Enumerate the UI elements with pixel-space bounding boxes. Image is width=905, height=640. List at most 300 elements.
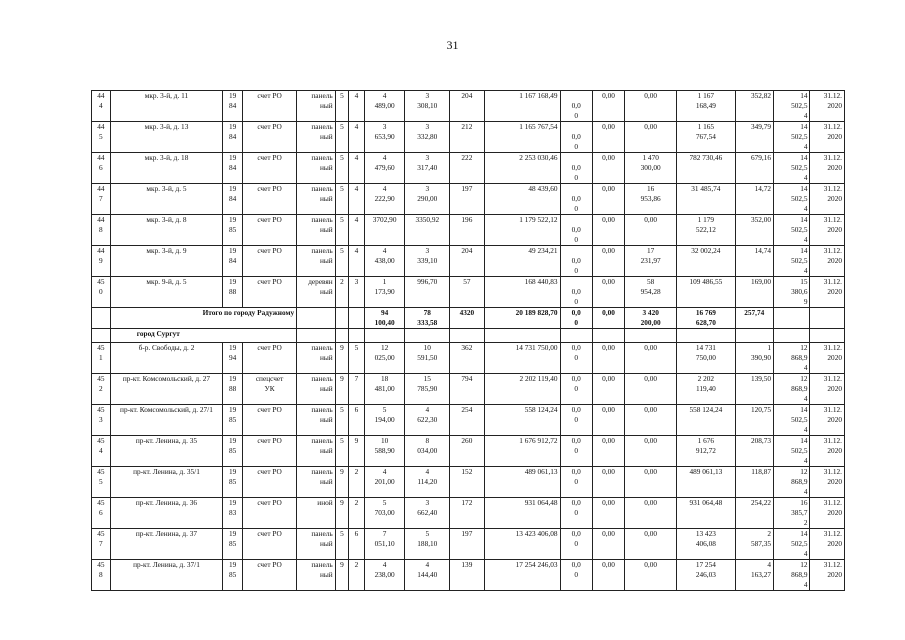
cell-col15: 1 390,90 xyxy=(735,343,774,374)
cell-living-area: 3 662,40 xyxy=(405,498,450,529)
cell-row-number: 44 5 xyxy=(92,122,111,153)
cell-residents: 260 xyxy=(450,436,484,467)
cell-fund-method: счет РО xyxy=(242,91,296,122)
cell-residents: 254 xyxy=(450,405,484,436)
cell-col16: 12 868,9 4 xyxy=(774,560,810,591)
cell-build-year: 19 85 xyxy=(223,529,243,560)
cell-col11: 0,0 0 xyxy=(560,498,592,529)
cell-row-number: 45 4 xyxy=(92,436,111,467)
cell-col16: 14 502,5 4 xyxy=(774,405,810,436)
cell-col14: 1 167 168,49 xyxy=(677,91,735,122)
cell-wall-material: панель ный xyxy=(297,153,336,184)
cell-col15: 352,00 xyxy=(735,215,774,246)
cell-col11: 0,0 0 xyxy=(560,560,592,591)
cell-living-area: 10 591,50 xyxy=(405,343,450,374)
cell-deadline-date: 31.12. 2020 xyxy=(810,184,845,215)
cell-wall-material: панель ный xyxy=(297,215,336,246)
cell-col13: 0,00 xyxy=(625,91,677,122)
cell-row-number: 44 7 xyxy=(92,184,111,215)
cell-entrances: 4 xyxy=(349,215,365,246)
cell-col14: 1 676 912,72 xyxy=(677,436,735,467)
cell-entrances: 4 xyxy=(349,246,365,277)
city-total-row xyxy=(92,308,845,329)
cell-fund-method: спецсчет УК xyxy=(242,374,296,405)
cell-col12: 0,00 xyxy=(592,122,624,153)
cell-fund-method: счет РО xyxy=(242,436,296,467)
cell-col15: 2 587,35 xyxy=(735,529,774,560)
cell-address: пр-кт. Ленина, д. 35/1 xyxy=(110,467,222,498)
cell-floors: 9 xyxy=(335,343,349,374)
cell-total-cost: 558 124,24 xyxy=(484,405,560,436)
cell-total-area: 4 238,00 xyxy=(364,560,405,591)
cell-address: пр-кт. Комсомольский, д. 27/1 xyxy=(110,405,222,436)
cell-deadline-date: 31.12. 2020 xyxy=(810,467,845,498)
cell-address: мкр. 3-й, д. 9 xyxy=(110,246,222,277)
total-col11: 0,0 0 xyxy=(560,308,592,329)
cell-col15: 14,72 xyxy=(735,184,774,215)
cell-col16: 15 380,6 9 xyxy=(774,277,810,308)
cell-col14: 13 423 406,08 xyxy=(677,529,735,560)
table-row xyxy=(92,215,845,246)
cell-col16: 12 868,9 4 xyxy=(774,467,810,498)
cell-row-number: 44 6 xyxy=(92,153,111,184)
cell-row-number: 45 0 xyxy=(92,277,111,308)
cell-col16: 12 868,9 4 xyxy=(774,374,810,405)
total-col15: 257,74 xyxy=(735,308,774,329)
cell-floors: 5 xyxy=(335,153,349,184)
cell-floors: 5 xyxy=(335,436,349,467)
cell-residents: 362 xyxy=(450,343,484,374)
total-col14: 16 769 628,70 xyxy=(677,308,735,329)
cell-living-area: 5 188,10 xyxy=(405,529,450,560)
cell-floors: 5 xyxy=(335,184,349,215)
cell-address: мкр. 3-й, д. 5 xyxy=(110,184,222,215)
cell-deadline-date: 31.12. 2020 xyxy=(810,343,845,374)
cell-fund-method: счет РО xyxy=(242,153,296,184)
cell-fund-method: счет РО xyxy=(242,184,296,215)
cell-wall-material: панель ный xyxy=(297,560,336,591)
table-row xyxy=(92,498,845,529)
cell-col13: 0,00 xyxy=(625,122,677,153)
cell-living-area: 3 332,80 xyxy=(405,122,450,153)
cell-floors: 9 xyxy=(335,467,349,498)
table-row xyxy=(92,153,845,184)
cell-col15: 254,22 xyxy=(735,498,774,529)
cell-build-year: 19 88 xyxy=(223,374,243,405)
table-row xyxy=(92,246,845,277)
cell-floors: 5 xyxy=(335,246,349,277)
cell-total-area: 4 201,00 xyxy=(364,467,405,498)
cell-col14: 1 179 522,12 xyxy=(677,215,735,246)
total-area: 94 100,40 xyxy=(364,308,405,329)
cell-col12: 0,00 xyxy=(592,374,624,405)
cell-col14: 31 485,74 xyxy=(677,184,735,215)
cell-address: пр-кт. Ленина, д. 37/1 xyxy=(110,560,222,591)
table-row xyxy=(92,405,845,436)
cell-build-year: 19 84 xyxy=(223,184,243,215)
cell-col14: 931 064,48 xyxy=(677,498,735,529)
cell-residents: 222 xyxy=(450,153,484,184)
cell-col15: 679,16 xyxy=(735,153,774,184)
cell-build-year: 19 85 xyxy=(223,405,243,436)
cell-deadline-date: 31.12. 2020 xyxy=(810,91,845,122)
cell-wall-material: панель ный xyxy=(297,246,336,277)
cell-total-cost: 1 179 522,12 xyxy=(484,215,560,246)
city-header-row xyxy=(92,329,845,343)
cell-living-area: 4 144,40 xyxy=(405,560,450,591)
cell-entrances: 4 xyxy=(349,122,365,153)
table-row xyxy=(92,529,845,560)
cell-total-cost: 1 676 912,72 xyxy=(484,436,560,467)
cell-col13: 0,00 xyxy=(625,467,677,498)
cell-col16: 14 502,5 4 xyxy=(774,184,810,215)
page-number: 31 xyxy=(446,38,459,52)
cell-total-cost: 1 167 168,49 xyxy=(484,91,560,122)
cell-col15: 118,87 xyxy=(735,467,774,498)
cell-col12: 0,00 xyxy=(592,184,624,215)
cell-wall-material: панель ный xyxy=(297,374,336,405)
cell-deadline-date: 31.12. 2020 xyxy=(810,405,845,436)
cell-col13: 0,00 xyxy=(625,560,677,591)
total-label: Итого по городу Радужному xyxy=(110,308,296,329)
cell-build-year: 19 88 xyxy=(223,277,243,308)
cell-row-number: 45 1 xyxy=(92,343,111,374)
cell-wall-material: панель ный xyxy=(297,436,336,467)
cell-total-area: 4 438,00 xyxy=(364,246,405,277)
cell-floors: 9 xyxy=(335,560,349,591)
cell-col13: 0,00 xyxy=(625,343,677,374)
cell-residents: 196 xyxy=(450,215,484,246)
cell-col12: 0,00 xyxy=(592,153,624,184)
cell-deadline-date: 31.12. 2020 xyxy=(810,529,845,560)
cell-deadline-date: 31.12. 2020 xyxy=(810,374,845,405)
cell-col12: 0,00 xyxy=(592,277,624,308)
cell-floors: 2 xyxy=(335,277,349,308)
table-row xyxy=(92,343,845,374)
cell-living-area: 4 622,30 xyxy=(405,405,450,436)
cell-col14: 109 486,55 xyxy=(677,277,735,308)
cell-col12: 0,00 xyxy=(592,498,624,529)
cell-col11: 0,0 0 xyxy=(560,405,592,436)
cell-row-number: 45 3 xyxy=(92,405,111,436)
cell-col13: 0,00 xyxy=(625,498,677,529)
cell-floors: 5 xyxy=(335,405,349,436)
cell-wall-material: панель ный xyxy=(297,184,336,215)
cell-col12: 0,00 xyxy=(592,246,624,277)
cell-build-year: 19 85 xyxy=(223,436,243,467)
cell-entrances: 6 xyxy=(349,529,365,560)
cell-floors: 9 xyxy=(335,498,349,529)
cell-fund-method: счет РО xyxy=(242,246,296,277)
cell-col12: 0,00 xyxy=(592,529,624,560)
cell-col13: 16 953,86 xyxy=(625,184,677,215)
cell-wall-material: деревян ный xyxy=(297,277,336,308)
cell-total-cost: 489 061,13 xyxy=(484,467,560,498)
cell-entrances: 2 xyxy=(349,560,365,591)
cell-col12: 0,00 xyxy=(592,560,624,591)
cell-build-year: 19 94 xyxy=(223,343,243,374)
cell-total-area: 10 588,90 xyxy=(364,436,405,467)
cell-total-area: 3702,90 xyxy=(364,215,405,246)
cell-col14: 2 202 119,40 xyxy=(677,374,735,405)
table-row xyxy=(92,122,845,153)
cell-residents: 139 xyxy=(450,560,484,591)
cell-residents: 204 xyxy=(450,246,484,277)
cell-col14: 782 730,46 xyxy=(677,153,735,184)
cell-row-number: 45 6 xyxy=(92,498,111,529)
table-row xyxy=(92,277,845,308)
cell-total-area: 5 194,00 xyxy=(364,405,405,436)
cell-col14: 1 165 767,54 xyxy=(677,122,735,153)
cell-living-area: 3 317,40 xyxy=(405,153,450,184)
cell-total-cost: 931 064,48 xyxy=(484,498,560,529)
cell-address: мкр. 3-й, д. 8 xyxy=(110,215,222,246)
cell-col11: 0,0 0 xyxy=(560,153,592,184)
cell-deadline-date: 31.12. 2020 xyxy=(810,498,845,529)
cell-fund-method: счет РО xyxy=(242,467,296,498)
cell-address: пр-кт. Комсомольский, д. 27 xyxy=(110,374,222,405)
cell-col14: 558 124,24 xyxy=(677,405,735,436)
cell-entrances: 2 xyxy=(349,498,365,529)
cell-deadline-date: 31.12. 2020 xyxy=(810,153,845,184)
cell-col13: 0,00 xyxy=(625,374,677,405)
cell-col15: 349,79 xyxy=(735,122,774,153)
table-row xyxy=(92,184,845,215)
cell-address: мкр. 9-й, д. 5 xyxy=(110,277,222,308)
cell-col15: 169,00 xyxy=(735,277,774,308)
cell-total-area: 4 222,90 xyxy=(364,184,405,215)
cell-residents: 152 xyxy=(450,467,484,498)
cell-address: б-р. Свободы, д. 2 xyxy=(110,343,222,374)
cell-total-area: 4 489,00 xyxy=(364,91,405,122)
cell-col16: 14 502,5 4 xyxy=(774,215,810,246)
cell-col12: 0,00 xyxy=(592,405,624,436)
cell-build-year: 19 85 xyxy=(223,467,243,498)
cell-living-area: 8 034,00 xyxy=(405,436,450,467)
cell-col14: 14 731 750,00 xyxy=(677,343,735,374)
cell-row-number: 44 8 xyxy=(92,215,111,246)
cell-living-area: 3 290,00 xyxy=(405,184,450,215)
cell-fund-method: счет РО xyxy=(242,277,296,308)
cell-col15: 120,75 xyxy=(735,405,774,436)
cell-row-number: 45 7 xyxy=(92,529,111,560)
total-cost: 20 189 828,70 xyxy=(484,308,560,329)
cell-col11: 0,0 0 xyxy=(560,343,592,374)
cell-entrances: 4 xyxy=(349,153,365,184)
cell-floors: 5 xyxy=(335,91,349,122)
total-col12: 0,00 xyxy=(592,308,624,329)
cell-fund-method: счет РО xyxy=(242,215,296,246)
cell-residents: 197 xyxy=(450,529,484,560)
cell-col11: 0,0 0 xyxy=(560,277,592,308)
cell-wall-material: панель ный xyxy=(297,467,336,498)
city-name: город Сургут xyxy=(110,329,296,343)
cell-col11: 0,0 0 xyxy=(560,122,592,153)
cell-address: пр-кт. Ленина, д. 35 xyxy=(110,436,222,467)
cell-deadline-date: 31.12. 2020 xyxy=(810,277,845,308)
cell-col16: 12 868,9 4 xyxy=(774,343,810,374)
cell-fund-method: счет РО xyxy=(242,498,296,529)
cell-total-area: 7 051,10 xyxy=(364,529,405,560)
cell-row-number: 44 9 xyxy=(92,246,111,277)
cell-floors: 9 xyxy=(335,374,349,405)
cell-build-year: 19 85 xyxy=(223,560,243,591)
cell-wall-material: панель ный xyxy=(297,529,336,560)
cell-address: мкр. 3-й, д. 13 xyxy=(110,122,222,153)
cell-address: мкр. 3-й, д. 11 xyxy=(110,91,222,122)
cell-col13: 0,00 xyxy=(625,405,677,436)
cell-col16: 14 502,5 4 xyxy=(774,91,810,122)
cell-col15: 4 163,27 xyxy=(735,560,774,591)
cell-col13: 58 954,28 xyxy=(625,277,677,308)
cell-col11: 0,0 0 xyxy=(560,374,592,405)
cell-total-area: 12 025,00 xyxy=(364,343,405,374)
cell-total-cost: 168 440,83 xyxy=(484,277,560,308)
cell-build-year: 19 84 xyxy=(223,246,243,277)
cell-deadline-date: 31.12. 2020 xyxy=(810,215,845,246)
cell-residents: 794 xyxy=(450,374,484,405)
cell-col13: 0,00 xyxy=(625,436,677,467)
cell-living-area: 4 114,20 xyxy=(405,467,450,498)
cell-fund-method: счет РО xyxy=(242,405,296,436)
cell-col12: 0,00 xyxy=(592,343,624,374)
cell-floors: 5 xyxy=(335,529,349,560)
cell-wall-material: иной xyxy=(297,498,336,529)
cell-col16: 14 502,5 4 xyxy=(774,436,810,467)
cell-col11: 0,0 0 xyxy=(560,436,592,467)
cell-total-cost: 1 165 767,54 xyxy=(484,122,560,153)
cell-entrances: 6 xyxy=(349,405,365,436)
cell-col12: 0,00 xyxy=(592,215,624,246)
cell-total-area: 1 173,90 xyxy=(364,277,405,308)
cell-col12: 0,00 xyxy=(592,436,624,467)
cell-col15: 14,74 xyxy=(735,246,774,277)
cell-total-area: 5 703,00 xyxy=(364,498,405,529)
cell-row-number: 44 4 xyxy=(92,91,111,122)
cell-living-area: 3 308,10 xyxy=(405,91,450,122)
cell-col14: 32 002,24 xyxy=(677,246,735,277)
cell-address: пр-кт. Ленина, д. 37 xyxy=(110,529,222,560)
cell-col15: 139,50 xyxy=(735,374,774,405)
cell-col14: 17 254 246,03 xyxy=(677,560,735,591)
cell-col12: 0,00 xyxy=(592,91,624,122)
cell-col15: 208,73 xyxy=(735,436,774,467)
cell-address: мкр. 3-й, д. 18 xyxy=(110,153,222,184)
cell-col11: 0,0 0 xyxy=(560,215,592,246)
cell-build-year: 19 84 xyxy=(223,122,243,153)
cell-floors: 5 xyxy=(335,215,349,246)
cell-col16: 14 502,5 4 xyxy=(774,529,810,560)
cell-col13: 17 231,97 xyxy=(625,246,677,277)
cell-wall-material: панель ный xyxy=(297,122,336,153)
cell-col16: 14 502,5 4 xyxy=(774,153,810,184)
cell-col11: 0,0 0 xyxy=(560,246,592,277)
cell-col11: 0,0 0 xyxy=(560,184,592,215)
cell-build-year: 19 83 xyxy=(223,498,243,529)
cell-total-cost: 48 439,60 xyxy=(484,184,560,215)
cell-build-year: 19 84 xyxy=(223,153,243,184)
cell-floors: 5 xyxy=(335,122,349,153)
cell-residents: 172 xyxy=(450,498,484,529)
cell-residents: 197 xyxy=(450,184,484,215)
cell-residents: 212 xyxy=(450,122,484,153)
cell-total-cost: 49 234,21 xyxy=(484,246,560,277)
cell-address: пр-кт. Ленина, д. 36 xyxy=(110,498,222,529)
cell-total-cost: 2 202 119,40 xyxy=(484,374,560,405)
cell-total-cost: 13 423 406,08 xyxy=(484,529,560,560)
cell-total-cost: 14 731 750,00 xyxy=(484,343,560,374)
cell-col11: 0,0 0 xyxy=(560,529,592,560)
table-row xyxy=(92,91,845,122)
table-row xyxy=(92,467,845,498)
total-living-area: 78 333,58 xyxy=(405,308,450,329)
cell-entrances: 2 xyxy=(349,467,365,498)
cell-fund-method: счет РО xyxy=(242,529,296,560)
cell-entrances: 4 xyxy=(349,184,365,215)
cell-deadline-date: 31.12. 2020 xyxy=(810,560,845,591)
cell-col11: 0,0 0 xyxy=(560,91,592,122)
cell-col13: 1 470 300,00 xyxy=(625,153,677,184)
cell-living-area: 15 785,90 xyxy=(405,374,450,405)
table-row xyxy=(92,560,845,591)
housing-register-table xyxy=(91,90,845,591)
cell-wall-material: панель ный xyxy=(297,405,336,436)
cell-row-number: 45 8 xyxy=(92,560,111,591)
cell-deadline-date: 31.12. 2020 xyxy=(810,436,845,467)
cell-deadline-date: 31.12. 2020 xyxy=(810,122,845,153)
cell-col12: 0,00 xyxy=(592,467,624,498)
cell-entrances: 7 xyxy=(349,374,365,405)
total-col13: 3 420 200,00 xyxy=(625,308,677,329)
cell-col13: 0,00 xyxy=(625,215,677,246)
cell-living-area: 3350,92 xyxy=(405,215,450,246)
cell-col13: 0,00 xyxy=(625,529,677,560)
cell-total-cost: 17 254 246,03 xyxy=(484,560,560,591)
cell-fund-method: счет РО xyxy=(242,560,296,591)
cell-living-area: 3 339,10 xyxy=(405,246,450,277)
cell-row-number: 45 5 xyxy=(92,467,111,498)
table-row xyxy=(92,436,845,467)
cell-col11: 0,0 0 xyxy=(560,467,592,498)
cell-build-year: 19 85 xyxy=(223,215,243,246)
total-residents: 4320 xyxy=(450,308,484,329)
cell-living-area: 996,70 xyxy=(405,277,450,308)
cell-wall-material: панель ный xyxy=(297,91,336,122)
cell-total-area: 18 481,00 xyxy=(364,374,405,405)
cell-row-number: 45 2 xyxy=(92,374,111,405)
cell-wall-material: панель ный xyxy=(297,343,336,374)
cell-entrances: 9 xyxy=(349,436,365,467)
cell-total-area: 4 479,60 xyxy=(364,153,405,184)
cell-deadline-date: 31.12. 2020 xyxy=(810,246,845,277)
cell-entrances: 5 xyxy=(349,343,365,374)
cell-fund-method: счет РО xyxy=(242,343,296,374)
cell-residents: 57 xyxy=(450,277,484,308)
table-row xyxy=(92,374,845,405)
cell-col16: 14 502,5 4 xyxy=(774,122,810,153)
cell-col15: 352,82 xyxy=(735,91,774,122)
cell-fund-method: счет РО xyxy=(242,122,296,153)
cell-entrances: 3 xyxy=(349,277,365,308)
cell-col14: 489 061,13 xyxy=(677,467,735,498)
cell-col16: 14 502,5 4 xyxy=(774,246,810,277)
cell-col16: 16 385,7 2 xyxy=(774,498,810,529)
cell-residents: 204 xyxy=(450,91,484,122)
cell-entrances: 4 xyxy=(349,91,365,122)
cell-build-year: 19 84 xyxy=(223,91,243,122)
cell-total-cost: 2 253 030,46 xyxy=(484,153,560,184)
cell-total-area: 3 653,90 xyxy=(364,122,405,153)
